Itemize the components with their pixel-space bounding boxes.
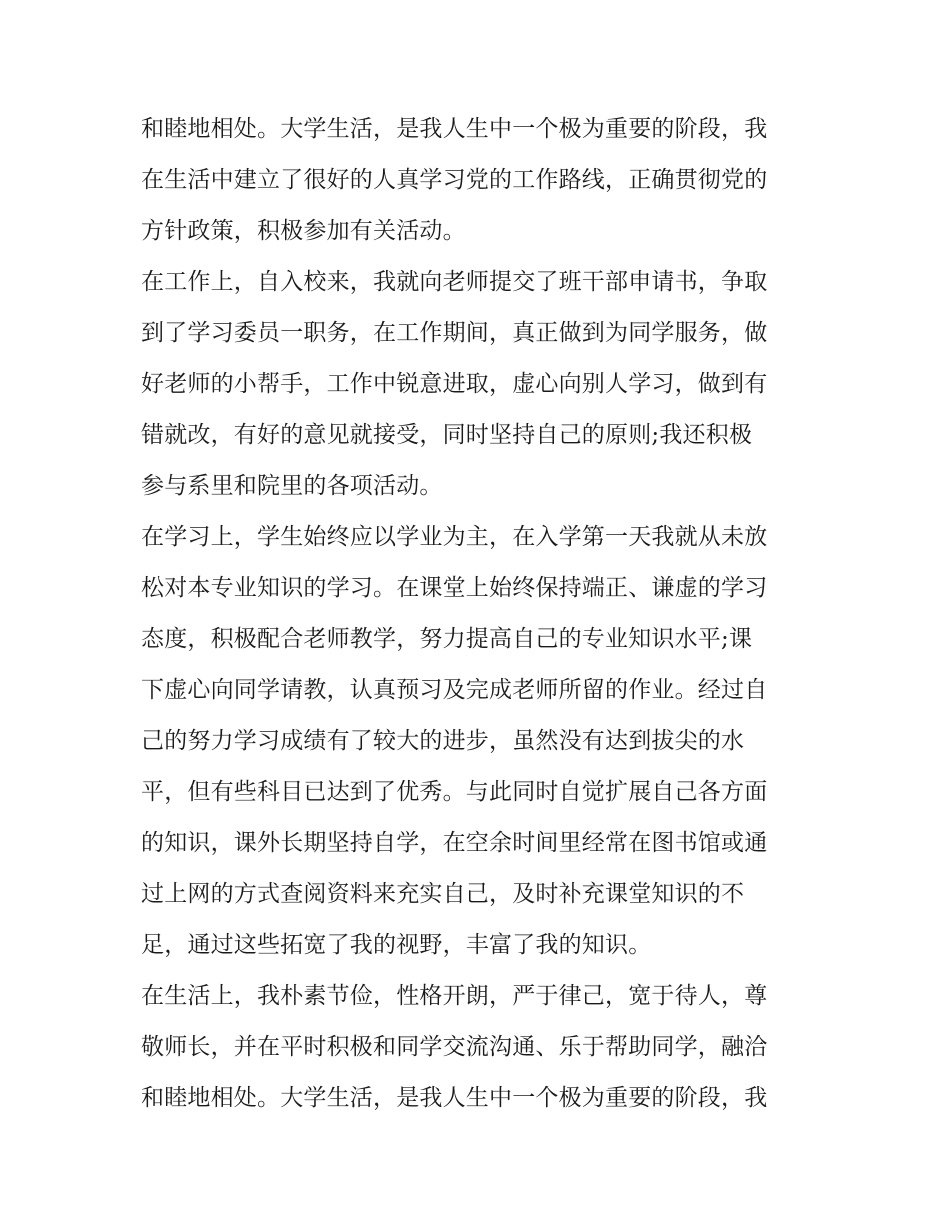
text-line: 平，但有些科目已达到了优秀。与此同时自觉扩展自己各方面: [141, 779, 768, 805]
text-line: 在学习上，学生始终应以学业为主，在入学第一天我就从未放: [141, 524, 768, 550]
text-line: 在工作上，自入校来，我就向老师提交了班干部申请书，争取: [141, 269, 768, 295]
text-line: 下虚心向同学请教，认真预习及完成老师所留的作业。经过自: [141, 677, 768, 703]
text-line: 足，通过这些拓宽了我的视野，丰富了我的知识。: [141, 932, 652, 958]
text-line: 和睦地相处。大学生活，是我人生中一个极为重要的阶段，我: [141, 116, 768, 142]
text-line: 错就改，有好的意见就接受，同时坚持自己的原则;我还积极: [141, 422, 753, 448]
text-line: 参与系里和院里的各项活动。: [141, 473, 443, 499]
text-line: 好老师的小帮手，工作中锐意进取，虚心向别人学习，做到有: [141, 371, 768, 397]
text-line: 敬师长，并在平时积极和同学交流沟通、乐于帮助同学，融洽: [141, 1034, 768, 1060]
text-line: 在生活上，我朴素节俭，性格开朗，严于律己，宽于待人，尊: [141, 983, 768, 1009]
text-line: 方针政策，积极参加有关活动。: [141, 218, 466, 244]
text-line: 态度，积极配合老师教学，努力提高自己的专业知识水平;课: [141, 626, 753, 652]
text-line: 的知识，课外长期坚持自学，在空余时间里经常在图书馆或通: [141, 830, 768, 856]
text-line: 松对本专业知识的学习。在课堂上始终保持端正、谦虚的学习: [141, 575, 768, 601]
text-line: 和睦地相处。大学生活，是我人生中一个极为重要的阶段，我: [141, 1085, 768, 1111]
text-line: 己的努力学习成绩有了较大的进步，虽然没有达到拔尖的水: [141, 728, 745, 754]
body-text: [141, 104, 821, 1124]
text-line: 在生活中建立了很好的人真学习党的工作路线，正确贯彻党的: [141, 167, 768, 193]
text-line: 过上网的方式查阅资料来充实自己，及时补充课堂知识的不: [141, 881, 745, 907]
text-line: 到了学习委员一职务，在工作期间，真正做到为同学服务，做: [141, 320, 768, 346]
